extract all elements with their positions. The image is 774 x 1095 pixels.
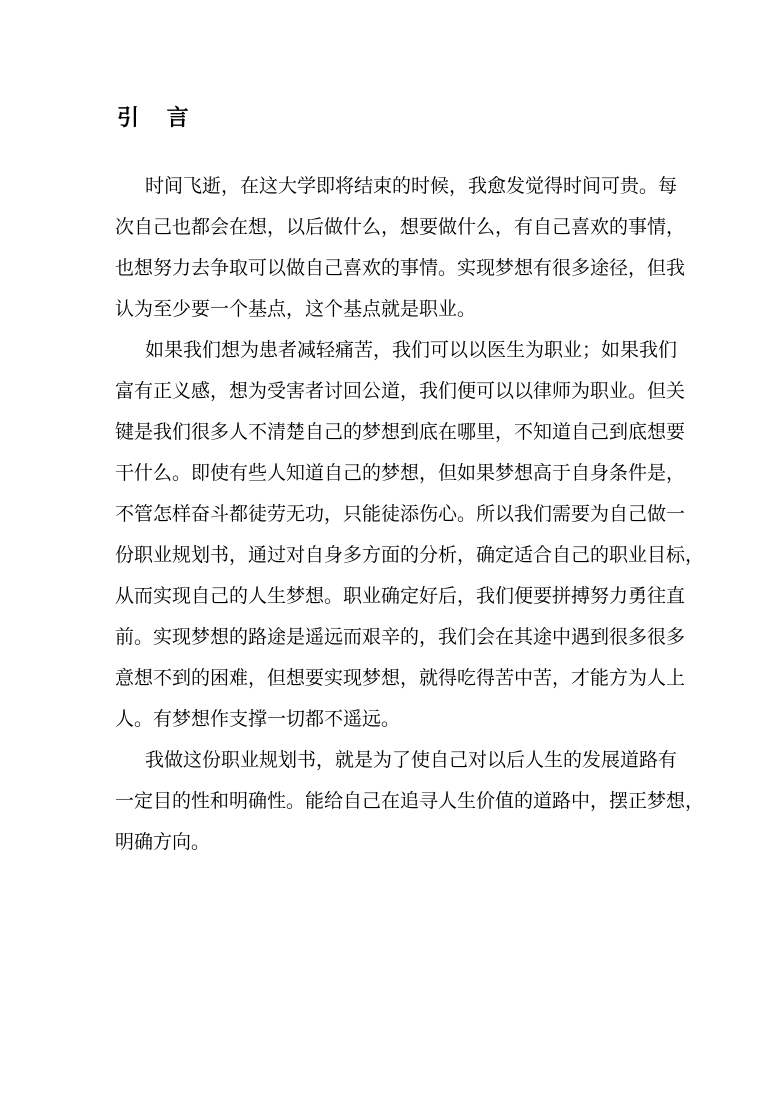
- text-line: 次自己也都会在想，以后做什么，想要做什么，有自己喜欢的事情，: [115, 216, 686, 238]
- paragraph-1: [115, 172, 686, 324]
- text-line: 前。实现梦想的路途是遥远而艰辛的，我们会在其途中遇到很多很多: [115, 626, 686, 648]
- text-line: 我做这份职业规划书，就是为了使自己对以后人生的发展道路有: [145, 749, 678, 771]
- text-line: 明确方向。: [115, 831, 211, 853]
- paragraph-2: [115, 336, 705, 734]
- text-line: 时间飞逝，在这大学即将结束的时候，我愈发觉得时间可贵。每: [145, 175, 678, 197]
- text-line: 份职业规划书，通过对自身多方面的分析，确定适合自己的职业目标，: [115, 544, 705, 566]
- text-line: 键是我们很多人不清楚自己的梦想到底在哪里，不知道自己到底想要: [115, 421, 686, 443]
- text-line: 一定目的性和明确性。能给自己在追寻人生价值的道路中，摆正梦想，: [115, 790, 705, 812]
- text-line: 富有正义感，想为受害者讨回公道，我们便可以以律师为职业。但关: [115, 380, 686, 402]
- text-line: 从而实现自己的人生梦想。职业确定好后，我们便要拼搏努力勇往直: [115, 585, 686, 607]
- page-title: 引 言: [117, 105, 199, 131]
- text-line: 不管怎样奋斗都徒劳无功，只能徒添伤心。所以我们需要为自己做一: [115, 503, 686, 525]
- paragraph-3: [115, 746, 705, 857]
- text-line: 人。有梦想作支撑一切都不遥远。: [115, 708, 401, 730]
- text-line: 如果我们想为患者减轻痛苦，我们可以以医生为职业；如果我们: [145, 339, 678, 361]
- document-body: [115, 172, 705, 869]
- text-line: 认为至少要一个基点，这个基点就是职业。: [115, 298, 477, 320]
- text-line: 意想不到的困难，但想要实现梦想，就得吃得苦中苦，才能方为人上: [115, 667, 686, 689]
- text-line: 干什么。即使有些人知道自己的梦想，但如果梦想高于自身条件是，: [115, 462, 686, 484]
- text-line: 也想努力去争取可以做自己喜欢的事情。实现梦想有很多途径，但我: [115, 257, 686, 279]
